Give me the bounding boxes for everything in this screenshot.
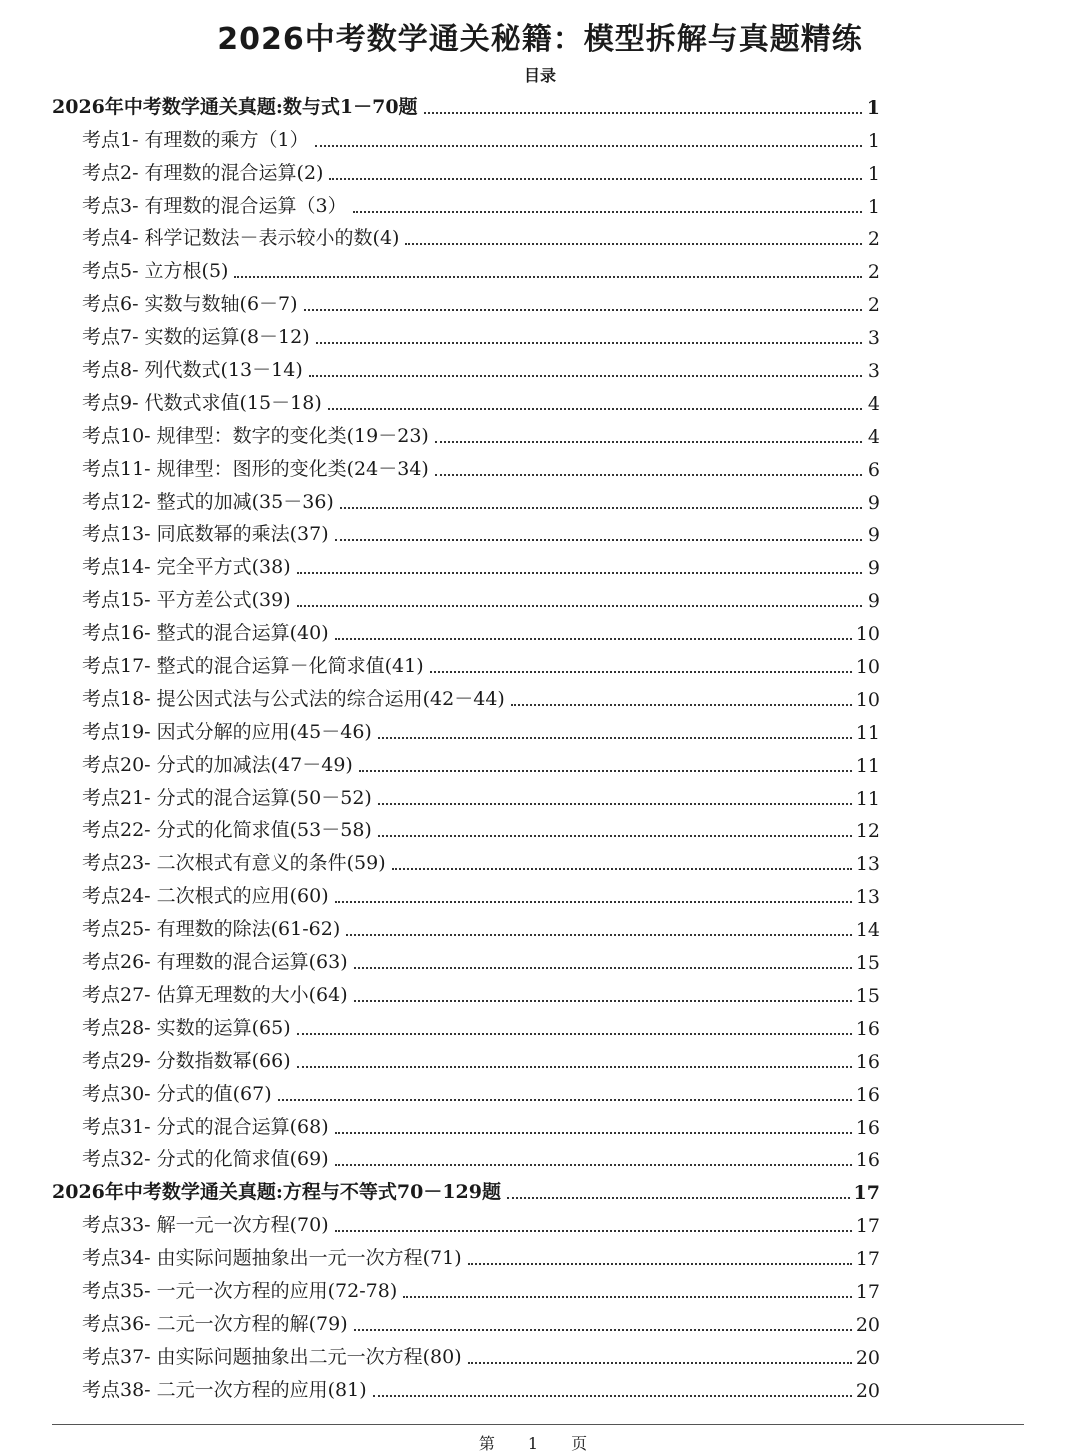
- toc-entry-page: 20: [855, 1379, 880, 1402]
- page-footer: 第 1 页: [478, 1434, 602, 1453]
- toc-entry[interactable]: [0, 945, 1080, 978]
- toc-entry-page: 14: [855, 919, 880, 942]
- table-of-contents: [0, 90, 1080, 1406]
- toc-entry-label: 考点11- 规律型：图形的变化类(24－34): [82, 457, 429, 480]
- toc-entry[interactable]: [0, 287, 1080, 320]
- toc-entry-page: 1: [867, 195, 880, 218]
- toc-entry-page: 3: [867, 327, 880, 350]
- dot-leader: [234, 276, 862, 278]
- dot-leader: [316, 342, 862, 344]
- document-title: 2026中考数学通关秘籍：模型拆解与真题精练: [217, 22, 863, 57]
- toc-entry[interactable]: [0, 353, 1080, 386]
- toc-entry-label: 考点19- 因式分解的应用(45－46): [82, 720, 372, 743]
- toc-entry[interactable]: [0, 814, 1080, 847]
- toc-entry-label: 2026年中考数学通关真题:数与式1－70题: [52, 95, 418, 118]
- dot-leader: [335, 1132, 852, 1134]
- toc-entry-page: 11: [855, 721, 880, 744]
- toc-entry-label: 考点1- 有理数的乘方（1）: [82, 128, 309, 151]
- toc-entry-label: 考点27- 估算无理数的大小(64): [82, 983, 348, 1006]
- toc-entry-label: 考点34- 由实际问题抽象出一元一次方程(71): [82, 1247, 462, 1270]
- toc-entry-page: 4: [867, 392, 880, 415]
- toc-entry-label: 考点12- 整式的加减(35－36): [82, 490, 334, 513]
- toc-entry[interactable]: [0, 189, 1080, 222]
- toc-entry[interactable]: [0, 879, 1080, 912]
- toc-entry-label: 考点33- 解一元一次方程(70): [82, 1214, 329, 1237]
- toc-entry-label: 考点37- 由实际问题抽象出二元一次方程(80): [82, 1345, 462, 1368]
- dot-leader: [468, 1263, 852, 1265]
- toc-entry-page: 16: [855, 1050, 880, 1073]
- toc-entry-page: 11: [855, 787, 880, 810]
- toc-entry-label: 考点15- 平方差公式(39): [82, 589, 291, 612]
- toc-entry-label: 考点13- 同底数幂的乘法(37): [82, 523, 329, 546]
- toc-entry-label: 考点4- 科学记数法－表示较小的数(4): [82, 227, 400, 250]
- dot-leader: [335, 539, 862, 541]
- toc-entry[interactable]: [0, 254, 1080, 287]
- toc-entry-label: 考点35- 一元一次方程的应用(72-78): [82, 1279, 398, 1302]
- dot-leader: [335, 1230, 852, 1232]
- dot-leader: [378, 803, 852, 805]
- toc-entry-label: 考点5- 立方根(5): [82, 260, 229, 283]
- dot-leader: [335, 638, 852, 640]
- dot-leader: [340, 507, 862, 509]
- toc-entry[interactable]: [0, 156, 1080, 189]
- toc-entry[interactable]: [0, 1110, 1080, 1143]
- toc-entry[interactable]: [0, 912, 1080, 945]
- toc-entry-label: 考点23- 二次根式有意义的条件(59): [82, 852, 386, 875]
- toc-entry[interactable]: [0, 1274, 1080, 1307]
- toc-entry-label: 考点21- 分式的混合运算(50－52): [82, 786, 372, 809]
- dot-leader: [373, 1395, 852, 1397]
- dot-leader: [346, 934, 852, 936]
- toc-entry-page: 13: [855, 853, 880, 876]
- dot-leader: [354, 1000, 852, 1002]
- toc-entry[interactable]: [0, 748, 1080, 781]
- dot-leader: [297, 1066, 852, 1068]
- toc-entry-label: 2026年中考数学通关真题:方程与不等式70－129题: [52, 1181, 501, 1204]
- dot-leader: [328, 408, 862, 410]
- toc-entry-label: 考点9- 代数式求值(15－18): [82, 391, 322, 414]
- toc-entry-page: 4: [867, 425, 880, 448]
- toc-entry-page: 1: [867, 129, 880, 152]
- toc-entry-page: 16: [855, 1017, 880, 1040]
- toc-entry-page: 12: [855, 820, 880, 843]
- toc-entry-label: 考点26- 有理数的混合运算(63): [82, 951, 348, 974]
- toc-entry-page: 10: [855, 623, 880, 646]
- toc-entry[interactable]: [0, 649, 1080, 682]
- dot-leader: [511, 704, 852, 706]
- toc-entry-page: 16: [855, 1116, 880, 1139]
- toc-entry-label: 考点18- 提公因式法与公式法的综合运用(42－44): [82, 687, 505, 710]
- toc-entry-page: 9: [867, 557, 880, 580]
- toc-entry-label: 考点25- 有理数的除法(61-62): [82, 918, 341, 941]
- toc-entry-page: 9: [867, 491, 880, 514]
- toc-entry-page: 16: [855, 1149, 880, 1172]
- dot-leader: [507, 1197, 850, 1199]
- toc-entry-label: 考点7- 实数的运算(8－12): [82, 326, 310, 349]
- toc-heading: 目录: [523, 66, 556, 85]
- dot-leader: [430, 671, 852, 673]
- dot-leader: [297, 605, 862, 607]
- toc-entry-label: 考点28- 实数的运算(65): [82, 1016, 291, 1039]
- toc-entry-page: 17: [853, 1182, 880, 1205]
- dot-leader: [354, 1329, 852, 1331]
- dot-leader: [309, 375, 862, 377]
- dot-leader: [468, 1362, 852, 1364]
- toc-entry[interactable]: [0, 386, 1080, 419]
- toc-entry-page: 9: [867, 590, 880, 613]
- toc-entry-page: 6: [867, 458, 880, 481]
- dot-leader: [278, 1099, 852, 1101]
- toc-section[interactable]: [0, 90, 1080, 123]
- toc-entry[interactable]: [0, 550, 1080, 583]
- toc-entry[interactable]: [0, 1044, 1080, 1077]
- dot-leader: [335, 901, 852, 903]
- toc-entry[interactable]: [0, 123, 1080, 156]
- toc-entry-page: 2: [867, 228, 880, 251]
- toc-entry[interactable]: [0, 320, 1080, 353]
- toc-entry-page: 11: [855, 754, 880, 777]
- dot-leader: [335, 1164, 852, 1166]
- toc-entry-page: 2: [867, 294, 880, 317]
- toc-entry-label: 考点3- 有理数的混合运算（3）: [82, 194, 347, 217]
- dot-leader: [435, 441, 862, 443]
- toc-entry-label: 考点14- 完全平方式(38): [82, 556, 291, 579]
- toc-entry-label: 考点16- 整式的混合运算(40): [82, 622, 329, 645]
- toc-entry[interactable]: [0, 715, 1080, 748]
- toc-entry[interactable]: [0, 583, 1080, 616]
- toc-entry-label: 考点6- 实数与数轴(6－7): [82, 293, 298, 316]
- dot-leader: [435, 474, 862, 476]
- toc-entry[interactable]: [0, 1241, 1080, 1274]
- toc-entry[interactable]: [0, 682, 1080, 715]
- toc-entry[interactable]: [0, 1011, 1080, 1044]
- dot-leader: [359, 770, 852, 772]
- dot-leader: [304, 309, 862, 311]
- toc-entry[interactable]: [0, 419, 1080, 452]
- toc-entry-label: 考点8- 列代数式(13－14): [82, 359, 303, 382]
- toc-entry-page: 16: [855, 1083, 880, 1106]
- toc-entry-label: 考点20- 分式的加减法(47－49): [82, 753, 353, 776]
- toc-entry[interactable]: [0, 485, 1080, 518]
- dot-leader: [354, 967, 852, 969]
- toc-entry-page: 20: [855, 1313, 880, 1336]
- toc-entry-page: 9: [867, 524, 880, 547]
- toc-entry[interactable]: [0, 616, 1080, 649]
- toc-entry-label: 考点36- 二元一次方程的解(79): [82, 1312, 348, 1335]
- toc-entry[interactable]: [0, 452, 1080, 485]
- dot-leader: [297, 1033, 852, 1035]
- toc-entry-page: 1: [866, 96, 880, 119]
- dot-leader: [297, 572, 862, 574]
- toc-entry[interactable]: [0, 1208, 1080, 1241]
- toc-entry-page: 17: [855, 1280, 880, 1303]
- toc-entry-label: 考点17- 整式的混合运算－化简求值(41): [82, 655, 424, 678]
- toc-entry-label: 考点24- 二次根式的应用(60): [82, 885, 329, 908]
- dot-leader: [329, 178, 862, 180]
- toc-entry-page: 17: [855, 1215, 880, 1238]
- toc-entry-page: 2: [867, 261, 880, 284]
- toc-entry-page: 20: [855, 1346, 880, 1369]
- dot-leader: [378, 737, 852, 739]
- toc-entry-label: 考点32- 分式的化简求值(69): [82, 1148, 329, 1171]
- dot-leader: [315, 145, 862, 147]
- toc-entry[interactable]: [0, 1340, 1080, 1373]
- toc-entry-page: 1: [867, 162, 880, 185]
- dot-leader: [405, 243, 862, 245]
- toc-entry[interactable]: [0, 978, 1080, 1011]
- toc-entry[interactable]: [0, 1077, 1080, 1110]
- dot-leader: [353, 211, 862, 213]
- toc-entry[interactable]: [0, 1307, 1080, 1340]
- toc-section[interactable]: [0, 1175, 1080, 1208]
- footer-divider: [52, 1424, 1024, 1425]
- toc-entry-label: 考点29- 分数指数幂(66): [82, 1049, 291, 1072]
- toc-entry-page: 13: [855, 886, 880, 909]
- toc-entry[interactable]: [0, 1373, 1080, 1406]
- toc-entry-page: 10: [855, 656, 880, 679]
- dot-leader: [403, 1296, 852, 1298]
- toc-entry[interactable]: [0, 222, 1080, 255]
- toc-entry-label: 考点10- 规律型：数字的变化类(19－23): [82, 424, 429, 447]
- toc-entry-label: 考点22- 分式的化简求值(53－58): [82, 819, 372, 842]
- toc-entry[interactable]: [0, 846, 1080, 879]
- toc-entry-label: 考点38- 二元一次方程的应用(81): [82, 1378, 367, 1401]
- toc-entry-page: 15: [855, 952, 880, 975]
- toc-entry[interactable]: [0, 781, 1080, 814]
- toc-entry[interactable]: [0, 518, 1080, 551]
- toc-entry-label: 考点31- 分式的混合运算(68): [82, 1115, 329, 1138]
- dot-leader: [424, 112, 862, 114]
- toc-entry-label: 考点2- 有理数的混合运算(2): [82, 161, 324, 184]
- dot-leader: [392, 868, 852, 870]
- toc-entry[interactable]: [0, 1143, 1080, 1176]
- toc-entry-page: 3: [867, 360, 880, 383]
- toc-entry-label: 考点30- 分式的值(67): [82, 1082, 272, 1105]
- dot-leader: [378, 835, 852, 837]
- toc-entry-page: 17: [855, 1248, 880, 1271]
- toc-entry-page: 15: [855, 984, 880, 1007]
- toc-entry-page: 10: [855, 688, 880, 711]
